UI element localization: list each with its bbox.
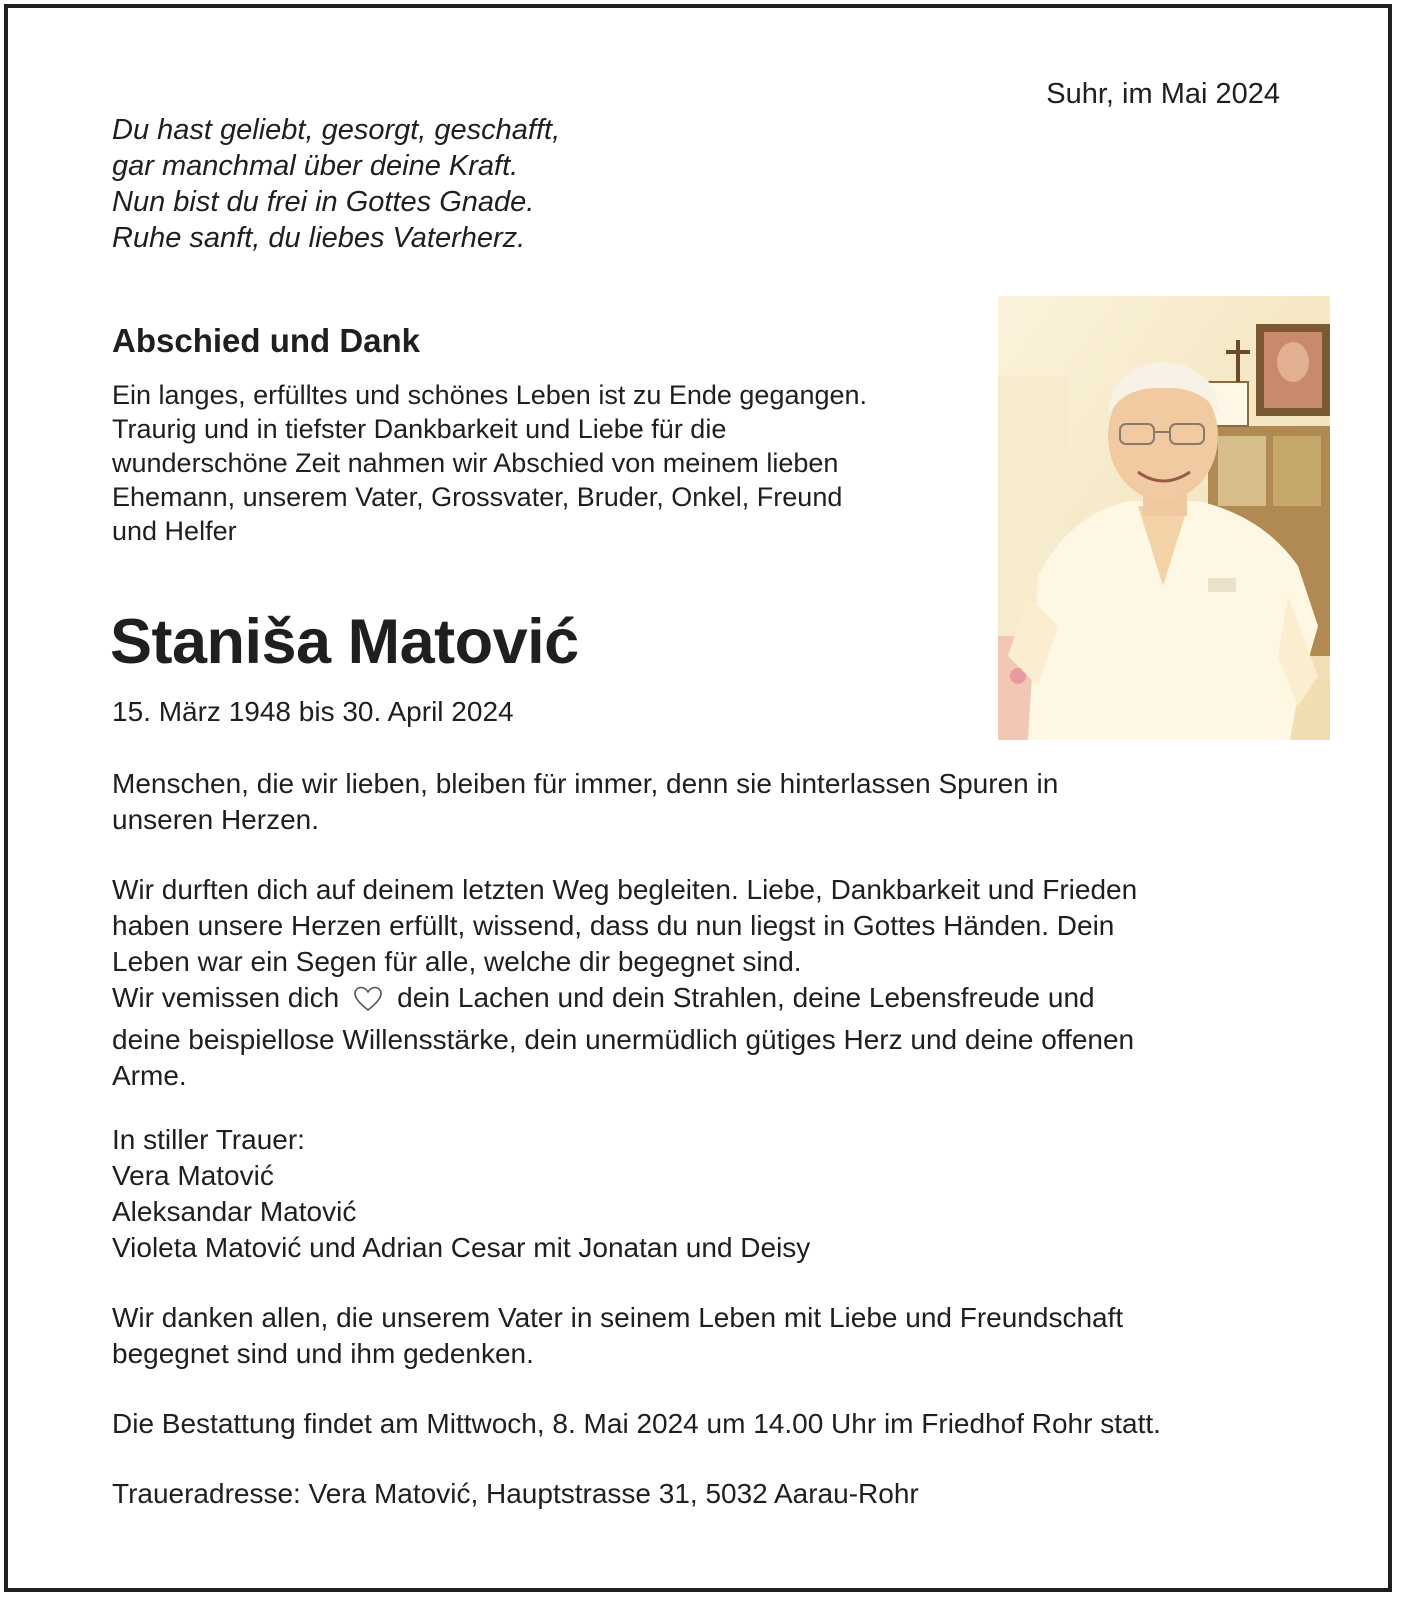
paragraph-line: begegnet sind und ihm gedenken. [112, 1338, 534, 1369]
funeral-info: Die Bestattung findet am Mittwoch, 8. Mai 2024 um 14.00 Uhr im Friedhof Rohr statt. [112, 1408, 1161, 1439]
intro-text [112, 378, 867, 548]
intro-line: Ehemann, unserem Vater, Grossvater, Bruder, Onkel, Freund [112, 482, 843, 512]
poem [112, 112, 560, 256]
paragraph-line: Wir durften dich auf deinem letzten Weg begleiten. Liebe, Dankbarkeit und Frieden [112, 874, 1138, 905]
mourner-name: Aleksandar Matović [112, 1196, 357, 1227]
heart-line-before: Wir vemissen dich [112, 982, 340, 1013]
poem-line: Ruhe sanft, du liebes Vaterherz. [112, 222, 526, 254]
place-date: Suhr, im Mai 2024 [1046, 78, 1280, 110]
paragraph-line: Arme. [112, 1060, 187, 1091]
portrait-photo [998, 296, 1330, 740]
deceased-name: Staniša Matović [110, 607, 579, 677]
paragraph-line: Menschen, die wir lieben, bleiben für immer, denn sie hinterlassen Spuren in [112, 768, 1059, 799]
heart-line-after: dein Lachen und dein Strahlen, deine Lebensfreude und [397, 982, 1095, 1013]
life-dates: 15. März 1948 bis 30. April 2024 [112, 696, 514, 727]
intro-line: Ein langes, erfülltes und schönes Leben ist zu Ende gegangen. [112, 380, 868, 410]
obituary-frame [4, 4, 1392, 1592]
mourners-heading: In stiller Trauer: [112, 1124, 305, 1155]
thanks-paragraph [112, 1300, 1123, 1372]
paragraph-line: deine beispiellose Willensstärke, dein unermüdlich gütiges Herz und deine offenen [112, 1024, 1135, 1055]
paragraph-memory [112, 766, 1058, 838]
mourner-name: Violeta Matović und Adrian Cesar mit Jonatan und Deisy [112, 1232, 811, 1263]
intro-line: und Helfer [112, 516, 237, 546]
paragraph-line: Wir danken allen, die unserem Vater in seinem Leben mit Liebe und Freundschaft [112, 1302, 1124, 1333]
heart-outline-icon [353, 985, 383, 1022]
paragraph-farewell [112, 872, 1137, 1094]
intro-line: wunderschöne Zeit nahmen wir Abschied von meinem lieben [112, 448, 839, 478]
poem-line: Nun bist du frei in Gottes Gnade. [112, 186, 535, 218]
paragraph-line: Leben war ein Segen für alle, welche dir begegnet sind. [112, 946, 802, 977]
portrait-illustration [998, 296, 1330, 740]
intro-line: Traurig und in tiefster Dankbarkeit und Liebe für die [112, 414, 727, 444]
mourning-address: Traueradresse: Vera Matović, Hauptstrasse 31, 5032 Aarau-Rohr [112, 1478, 919, 1509]
mourners-list [112, 1122, 810, 1266]
mourner-name: Vera Matović [112, 1160, 274, 1191]
paragraph-line: haben unsere Herzen erfüllt, wissend, dass du nun liegst in Gottes Händen. Dein [112, 910, 1115, 941]
poem-line: Du hast geliebt, gesorgt, geschafft, [112, 114, 561, 146]
paragraph-line-heart [112, 980, 1137, 1022]
section-heading: Abschied und Dank [112, 322, 421, 359]
poem-line: gar manchmal über deine Kraft. [112, 150, 519, 182]
paragraph-line: unseren Herzen. [112, 804, 320, 835]
